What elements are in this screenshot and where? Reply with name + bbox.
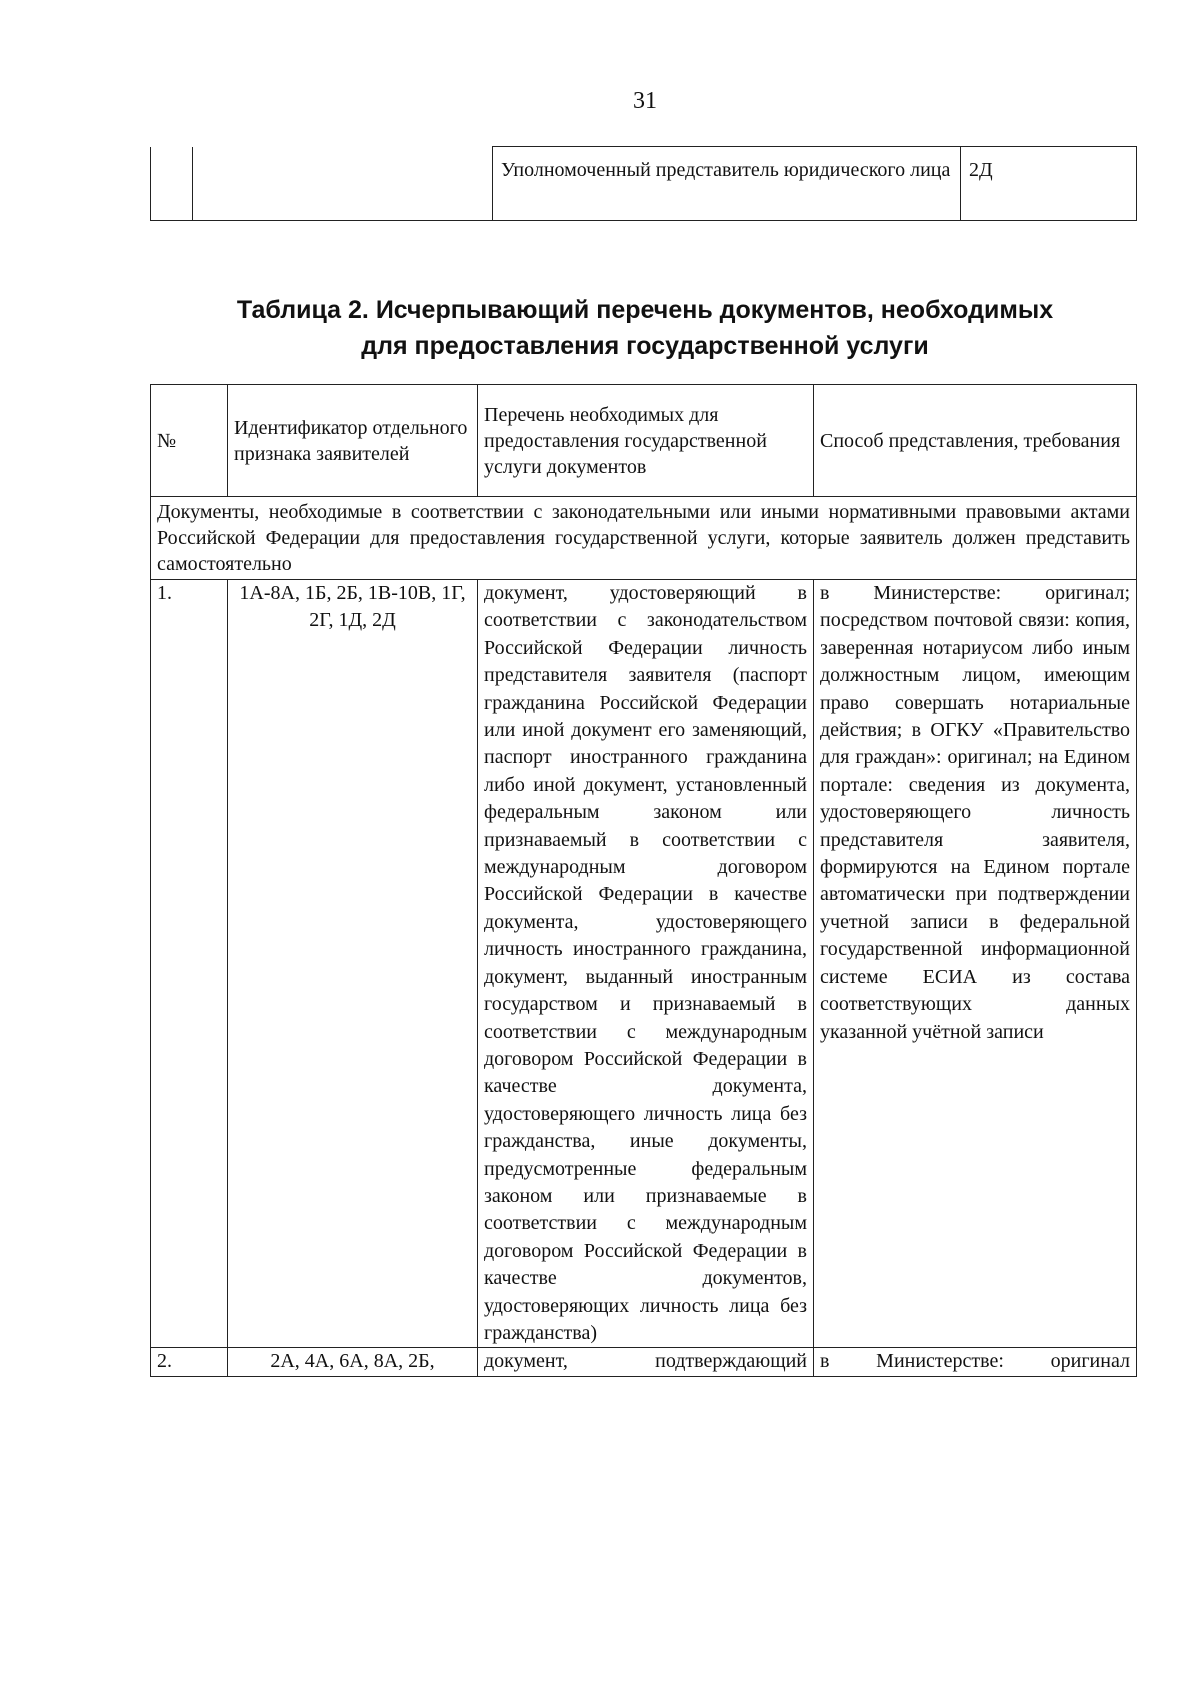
header-num: №: [151, 385, 228, 497]
table-title: [160, 292, 1130, 364]
row-identifier: 1А-8А, 1Б, 2Б, 1В-10В, 1Г, 2Г, 1Д, 2Д: [228, 580, 478, 1348]
row-document: документ, подтверждающий: [478, 1348, 814, 1376]
documents-table: [150, 384, 1137, 1377]
table-row: [151, 580, 1137, 1348]
row-document: документ, удостоверяющий в соответствии с законодательством Российской Федерации личность представителя заявителя (паспорт гражданина Российской Федерации или иной документ его заменяющий, паспорт иностранного гражданина либо иной документ, установленный федеральным законом или признаваемый в соответствии с международным договором Российской Федерации в качестве документа, удостоверяющего личность иностранного гражданина, документ, выданный иностранным государством и признаваемый в соответствии с международным договором Российской Федерации в качестве документа, удостоверяющего личность лица без гражданства, иные документы, предусмотренные федеральным законом или признаваемые в соответствии с международным договором Российской Федерации в качестве документов, удостоверяющих личность лица без гражданства): [478, 580, 814, 1348]
empty-cell: [193, 147, 493, 221]
header-documents: Перечень необходимых для предоставления государственной услуги документов: [478, 385, 814, 497]
table-row: [151, 147, 1137, 221]
table-row: [151, 1348, 1137, 1376]
table-title-line-1: Таблица 2. Исчерпывающий перечень документов, необходимых: [236, 296, 1054, 324]
table-title-line-2: для предоставления государственной услуги: [361, 332, 929, 360]
section-heading: Документы, необходимые в соответствии с законодательными или иными нормативными правовыми актами Российской Федерации для предоставления государственной услуги, которые заявитель должен представить самостоятельно: [151, 497, 1137, 580]
page-number: 31: [633, 88, 657, 114]
row-method: в Министерстве: оригинал; посредством почтовой связи: копия, заверенная нотариусом либо иным должностным лицом, имеющим право совершать нотариальные действия; в ОГКУ «Правительство для граждан»: оригинал; на Едином портале: сведения из документа, удостоверяющего личность представителя заявителя, формируются на Едином портале автоматически при подтверждении учетной записи в федеральной государственной информационной системе ЕСИА из состава соответствующих данных указанной учётной записи: [814, 580, 1137, 1348]
applicant-cell: Уполномоченный представитель юридического лица: [493, 147, 961, 221]
code-cell: 2Д: [961, 147, 1137, 221]
empty-cell: [151, 147, 193, 221]
header-method: Способ представления, требования: [814, 385, 1137, 497]
row-number: 1.: [151, 580, 228, 1348]
header-row: [151, 385, 1137, 497]
row-number: 2.: [151, 1348, 228, 1376]
continuation-table: [150, 146, 1137, 221]
header-identifier: Идентификатор отдельного признака заявителей: [228, 385, 478, 497]
row-identifier: 2А, 4А, 6А, 8А, 2Б,: [228, 1348, 478, 1376]
section-row: [151, 497, 1137, 580]
row-method: в Министерстве: оригинал: [814, 1348, 1137, 1376]
